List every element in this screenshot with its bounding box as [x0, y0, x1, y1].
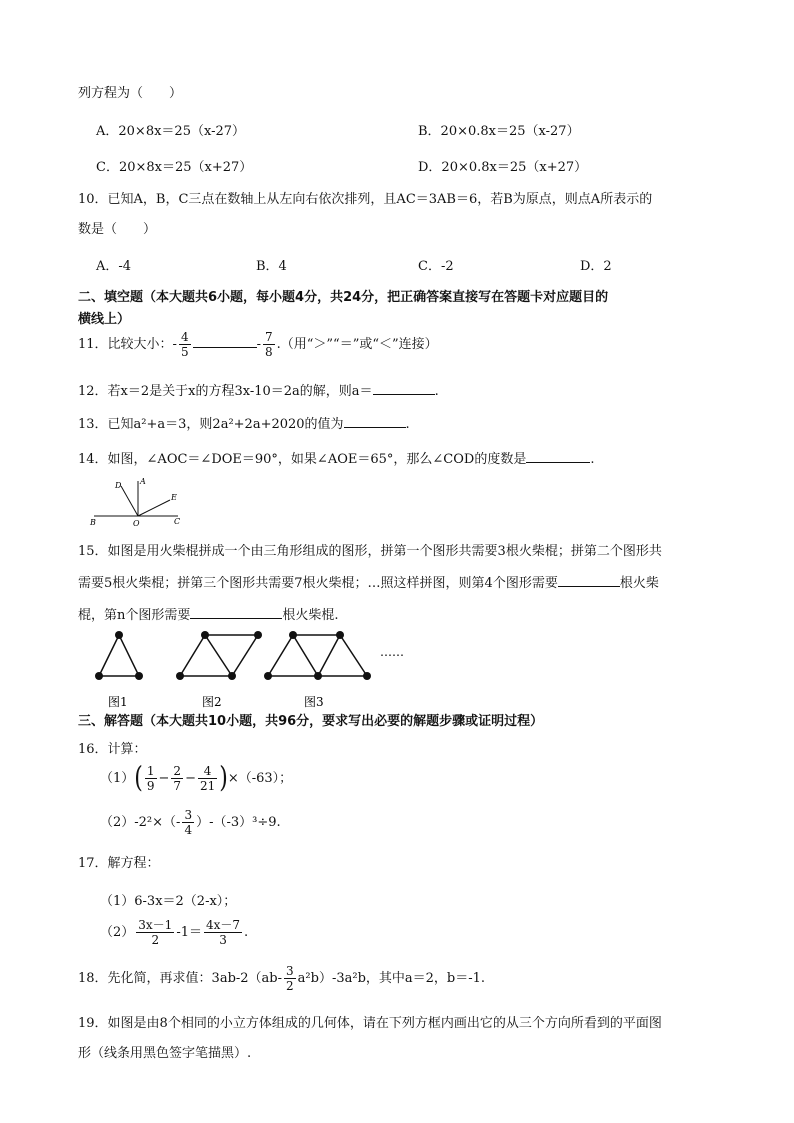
- q15-answer-blank-2[interactable]: [190, 618, 282, 619]
- q16-part2: [100, 808, 281, 837]
- section2-heading-line1: 二、填空题（本大题共6小题，每小题4分，共24分，把正确答案直接写在答题卡对应题目的: [78, 290, 609, 305]
- q11-fraction-1: $\frac{4}{5}$: [180, 330, 189, 359]
- q14: [78, 448, 594, 467]
- q11-answer-blank[interactable]: [193, 347, 257, 348]
- q18: [78, 964, 485, 993]
- q14-end: .: [590, 452, 595, 467]
- q15-answer-blank-1[interactable]: [558, 586, 620, 587]
- q17-title: 17．解方程：: [78, 856, 160, 871]
- q19-line2: 形（线条用黑色签字笔描黑）.: [78, 1046, 252, 1061]
- q10-option-a[interactable]: A．-4: [96, 259, 132, 274]
- continuation-dots: ……: [380, 645, 404, 659]
- q16-part1-fraction-3: $\frac{4}{21}$: [199, 764, 216, 793]
- q15-line3-end: 根火柴棍.: [282, 608, 339, 623]
- q18-tail: a²b）-3a²b，其中a＝2，b＝-1.: [297, 971, 486, 986]
- q11-fraction-2: $\frac{7}{8}$: [264, 330, 273, 359]
- label-a: A: [140, 477, 146, 486]
- q18-fraction: $\frac{3}{2}$: [286, 964, 294, 993]
- q13-text: 13．已知a²+a＝3，则2a²+2a+2020的值为: [78, 417, 344, 432]
- q14-angle-figure: [88, 474, 188, 530]
- q10-option-c[interactable]: C．-2: [418, 259, 454, 274]
- q15-line2-text: 需要5根火柴棍；拼第三个图形共需要7根火柴棍；…照这样拼图，则第4个图形需要: [78, 576, 558, 591]
- q15-line3-text: 棍，第n个图形需要: [78, 608, 191, 623]
- q17-part2-fraction-2: $\frac{4x-7}{3}$: [206, 918, 241, 947]
- q10-option-b[interactable]: B．4: [256, 259, 287, 274]
- q9-option-b[interactable]: B．20×0.8x＝25（x-27）: [418, 124, 580, 139]
- section2-heading-line2: 横线上）: [78, 312, 131, 327]
- fig3-caption: 图3: [304, 695, 324, 709]
- q9-option-d[interactable]: D．20×0.8x＝25（x+27）: [418, 160, 588, 175]
- q13-answer-blank[interactable]: [344, 427, 406, 428]
- q16-part1-tail: ×（-63）；: [227, 771, 293, 786]
- q15-line2: [78, 572, 659, 591]
- q15-matchstick-figure: [90, 628, 420, 714]
- q15-line3: [78, 604, 339, 623]
- label-b: B: [90, 518, 96, 527]
- q19-line1: 19．如图是由8个相同的小立方体组成的几何体，请在下列方框内画出它的从三个方向所看到的平面图: [78, 1016, 662, 1031]
- q16-part1-paren-close: ): [219, 761, 228, 795]
- fig2-triangles: [180, 635, 258, 676]
- label-d: D: [115, 481, 122, 490]
- q11-mid: -: [256, 337, 261, 352]
- q16-part1: （1）( $\frac{1}{9}$ − $\frac{2}{7}$ − $\frac{4}{21}$ )×（-63）；: [100, 761, 293, 795]
- q15-line1: 15．如图是用火柴棍拼成一个由三角形组成的图形，拼第一个图形共需要3根火柴棍；拼第二个图形共: [78, 544, 662, 559]
- q10-stem-line2: 数是（ ）: [78, 222, 157, 237]
- label-o: O: [133, 519, 140, 528]
- q9-stem-tail: 列方程为（ ）: [78, 86, 183, 101]
- ray-oe: [138, 500, 170, 516]
- q12-end: .: [434, 384, 439, 399]
- q10-stem-line1: 10．已知A，B，C三点在数轴上从左向右依次排列，且AC＝3AB＝6，若B为原点，则点A所表示的: [78, 192, 653, 207]
- q16-part1-paren-open: (: [134, 761, 143, 795]
- q9-option-a[interactable]: A．20×8x＝25（x-27）: [96, 124, 246, 139]
- q17-part2-end: .: [244, 925, 249, 940]
- fig3-triangles: [268, 635, 367, 676]
- q11-prefix: 11．比较大小：-: [78, 337, 177, 352]
- q11-suffix: .（用“＞”“＝”或“＜”连接）: [276, 337, 438, 352]
- q17-part2: [100, 918, 248, 947]
- fig1-caption: 图1: [108, 695, 128, 709]
- q12: [78, 380, 439, 399]
- q17-part1: （1）6-3x＝2（2-x）；: [100, 894, 237, 909]
- q17-part2-mid: -1＝: [176, 925, 202, 940]
- label-e: E: [171, 493, 177, 502]
- q18-head: 18．先化简，再求值：3ab-2（ab-: [78, 971, 283, 986]
- q14-text: 14．如图，∠AOC＝∠DOE＝90°，如果∠AOE＝65°，那么∠COD的度数是: [78, 452, 527, 467]
- q12-text: 12．若x＝2是关于x的方程3x-10＝2a的解，则a＝: [78, 384, 373, 399]
- q15-line2-end: 根火柴: [619, 576, 659, 591]
- q16-part2-head: （2）-2²×（-: [100, 815, 181, 830]
- q12-answer-blank[interactable]: [373, 394, 435, 395]
- q16-part2-tail: ）-（-3）³÷9.: [196, 815, 281, 830]
- q10-option-d[interactable]: D．2: [580, 259, 612, 274]
- q16-part1-label: （1）: [100, 771, 135, 786]
- q16-part1-fraction-2: $\frac{2}{7}$: [173, 764, 182, 793]
- q16-part1-fraction-1: $\frac{1}{9}$: [146, 764, 155, 793]
- q17-part2-label: （2）: [100, 925, 135, 940]
- q11: [78, 330, 438, 359]
- label-c: C: [174, 517, 181, 526]
- q16-part2-fraction: $\frac{3}{4}$: [184, 808, 193, 837]
- q17-part2-fraction-1: $\frac{3x-1}{2}$: [138, 918, 173, 947]
- q9-option-c[interactable]: C．20×8x＝25（x+27）: [96, 160, 253, 175]
- q14-answer-blank[interactable]: [526, 462, 590, 463]
- q16-title: 16．计算：: [78, 742, 147, 757]
- fig1-triangle: [99, 635, 139, 676]
- section3-heading: 三、解答题（本大题共10小题，共96分，要求写出必要的解题步骤或证明过程）: [78, 714, 544, 729]
- q13: [78, 413, 410, 432]
- ray-od: [121, 486, 138, 516]
- q13-end: .: [405, 417, 410, 432]
- fig2-caption: 图2: [202, 695, 222, 709]
